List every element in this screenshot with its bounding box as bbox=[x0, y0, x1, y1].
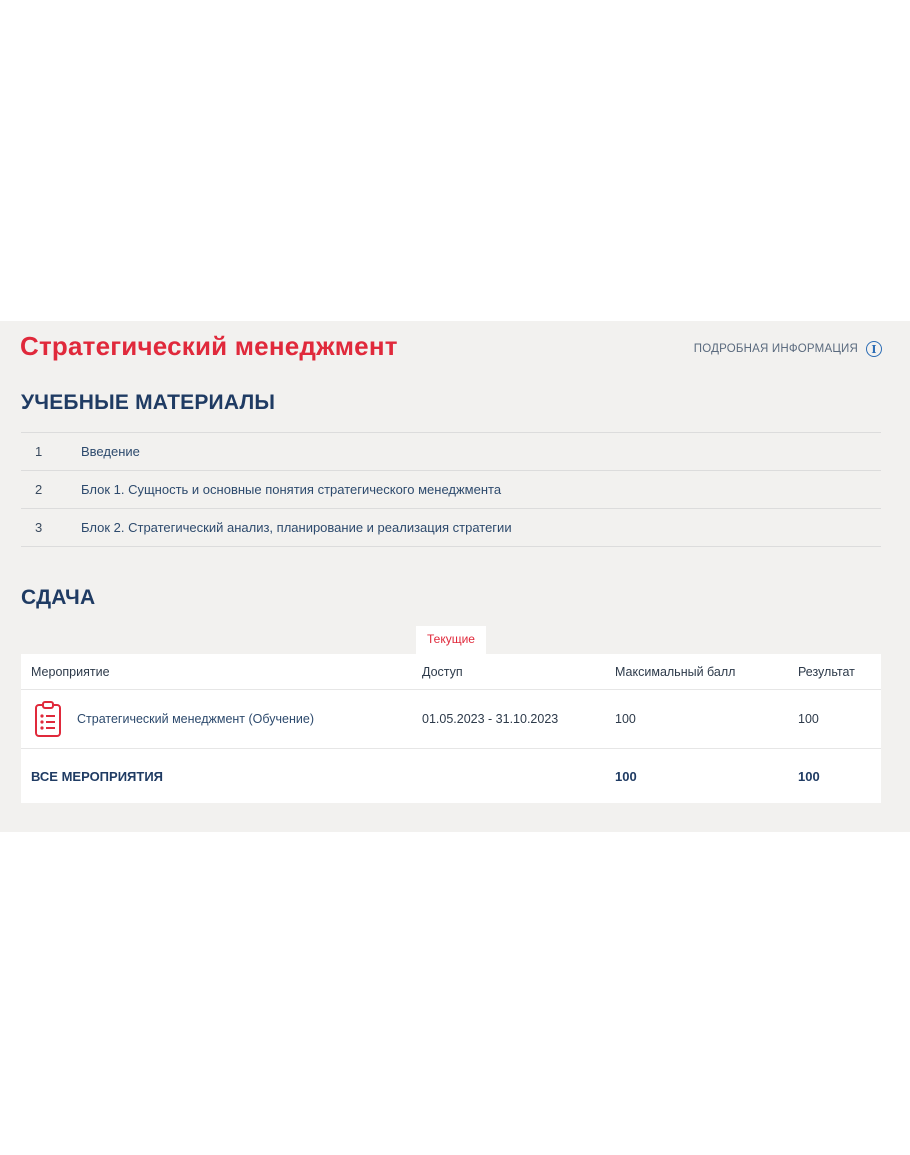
details-link-label: ПОДРОБНАЯ ИНФОРМАЦИЯ bbox=[693, 343, 858, 355]
submission-heading: СДАЧА bbox=[21, 586, 96, 609]
event-cell bbox=[33, 700, 314, 738]
material-item bbox=[21, 433, 881, 471]
clipboard-list-icon[interactable] bbox=[33, 700, 63, 738]
access-dates: 01.05.2023 - 31.10.2023 bbox=[422, 712, 559, 726]
course-panel bbox=[0, 321, 910, 832]
tab-current[interactable]: Текущие bbox=[416, 626, 486, 654]
materials-list bbox=[21, 432, 881, 547]
table-row bbox=[21, 690, 881, 749]
info-circle-icon[interactable]: I bbox=[866, 341, 882, 357]
column-header-event: Мероприятие bbox=[31, 664, 110, 679]
column-header-max-score: Максимальный балл bbox=[615, 664, 736, 679]
material-link[interactable]: Блок 1. Сущность и основные понятия стратегического менеджмента bbox=[81, 482, 502, 497]
totals-label: ВСЕ МЕРОПРИЯТИЯ bbox=[31, 768, 164, 784]
max-score: 100 bbox=[615, 712, 636, 726]
result: 100 bbox=[798, 712, 819, 726]
material-link[interactable]: Блок 2. Стратегический анализ, планирование и реализация стратегии bbox=[81, 520, 512, 535]
material-item bbox=[21, 471, 881, 509]
totals-max-score: 100 bbox=[615, 768, 637, 784]
material-item bbox=[21, 509, 881, 547]
material-number: 1 bbox=[35, 444, 43, 459]
details-link[interactable] bbox=[694, 341, 882, 357]
totals-result: 100 bbox=[798, 768, 820, 784]
event-link[interactable]: Стратегический менеджмент (Обучение) bbox=[77, 712, 314, 726]
material-number: 3 bbox=[35, 520, 43, 535]
column-header-result: Результат bbox=[798, 664, 855, 679]
events-table bbox=[21, 654, 881, 803]
column-header-access: Доступ bbox=[422, 664, 463, 679]
course-title: Стратегический менеджмент bbox=[20, 331, 398, 361]
materials-heading: УЧЕБНЫЕ МАТЕРИАЛЫ bbox=[21, 391, 276, 414]
table-totals bbox=[21, 749, 881, 803]
table-header bbox=[21, 654, 881, 690]
material-number: 2 bbox=[35, 482, 43, 497]
material-link[interactable]: Введение bbox=[81, 444, 140, 459]
